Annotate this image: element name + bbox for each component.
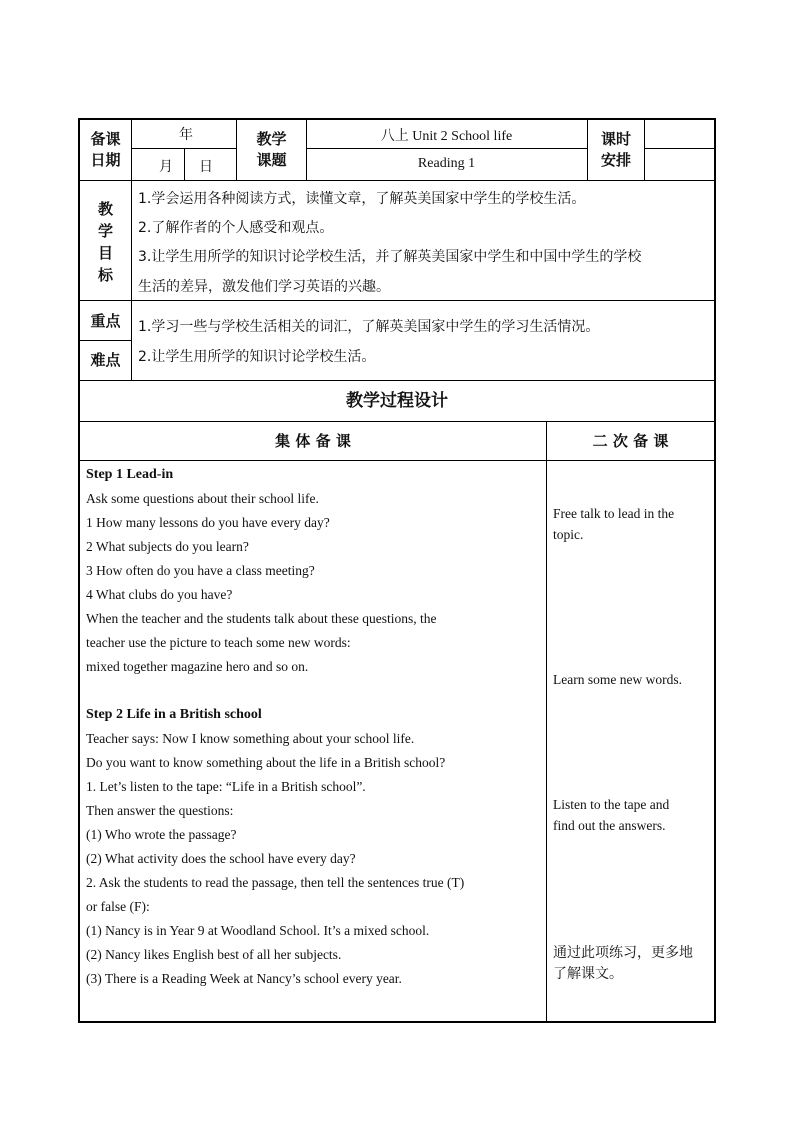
- main-line: (2) What activity does the school have every day?: [86, 851, 356, 866]
- main-line: teacher use the picture to teach some new words:: [86, 635, 351, 650]
- main-line: Ask some questions about their school life.: [86, 491, 319, 506]
- year-label: 年: [179, 127, 193, 143]
- main-line: 2. Ask the students to read the passage, then tell the sentences true (T): [86, 875, 465, 890]
- table-right-border: [714, 118, 716, 1023]
- main-line: 3 How often do you have a class meeting?: [86, 563, 315, 578]
- topic-label: 教学 课题: [256, 130, 287, 169]
- collective-prep-header: 集 体 备 课: [275, 432, 351, 450]
- main-line: Do you want to know something about the life in a British school?: [86, 755, 446, 770]
- divider: [131, 118, 132, 381]
- divider: [78, 380, 716, 381]
- main-line: 1 How many lessons do you have every day?: [86, 515, 330, 530]
- side-note: Free talk to lead in the: [553, 506, 675, 521]
- main-line: When the teacher and the students talk about these questions, the: [86, 611, 437, 626]
- process-title: 教学过程设计: [346, 391, 448, 411]
- side-note: Learn some new words.: [553, 672, 682, 687]
- objective-item: 1.学会运用各种阅读方式，读懂文章，了解英美国家中学生的学校生活。: [138, 191, 586, 207]
- divider: [131, 148, 236, 149]
- divider: [78, 300, 716, 301]
- table-top-border: [78, 118, 716, 120]
- topic-title: 八上 Unit 2 School life: [380, 129, 513, 144]
- table-bottom-border: [78, 1021, 716, 1023]
- main-line: or false (F):: [86, 899, 150, 914]
- objective-item: 生活的差异，激发他们学习英语的兴趣。: [138, 279, 390, 295]
- key-points-label: 重点: [90, 312, 121, 330]
- secondary-prep-header: 二 次 备 课: [592, 432, 669, 450]
- step1-heading: Step 1 Lead-in: [86, 467, 174, 482]
- side-note: topic.: [553, 527, 584, 542]
- main-line: (3) There is a Reading Week at Nancy’s school every year.: [86, 971, 402, 986]
- main-line: Teacher says: Now I know something about your school life.: [86, 731, 415, 746]
- difficulties-text: 2.让学生用所学的知识讨论学校生活。: [138, 349, 376, 365]
- key-points-text: 1.学习一些与学校生活相关的词汇，了解英美国家中学生的学习生活情况。: [138, 319, 600, 335]
- divider: [78, 460, 716, 461]
- divider: [78, 180, 716, 181]
- divider: [78, 340, 132, 341]
- main-line: (2) Nancy likes English best of all her subjects.: [86, 947, 342, 962]
- side-note: 通过此项练习，更多地: [553, 945, 693, 961]
- objective-item: 3.让学生用所学的知识讨论学校生活，并了解英美国家中学生和中国中学生的学校: [138, 249, 642, 265]
- main-line: 2 What subjects do you learn?: [86, 539, 249, 554]
- main-line: (1) Who wrote the passage?: [86, 827, 237, 842]
- objective-item: 2.了解作者的个人感受和观点。: [138, 220, 334, 236]
- divider: [306, 148, 587, 149]
- topic-subtitle: Reading 1: [417, 156, 476, 171]
- divider: [184, 148, 185, 180]
- divider: [644, 148, 716, 149]
- month-label: 月: [159, 159, 173, 175]
- main-line: (1) Nancy is in Year 9 at Woodland School. It’s a mixed school.: [86, 923, 430, 938]
- main-line: 4 What clubs do you have?: [86, 587, 233, 602]
- divider: [78, 421, 716, 422]
- step2-heading: Step 2 Life in a British school: [86, 707, 262, 722]
- divider: [546, 421, 547, 1022]
- main-line: Then answer the questions:: [86, 803, 234, 818]
- main-line: mixed together magazine hero and so on.: [86, 659, 309, 674]
- day-label: 日: [199, 159, 213, 175]
- main-line: 1. Let’s listen to the tape: “Life in a British school”.: [86, 779, 366, 794]
- date-label: 备课 日期: [90, 130, 121, 169]
- hours-label: 课时 安排: [600, 130, 631, 169]
- side-note: Listen to the tape and: [553, 797, 670, 812]
- objectives-label: 教 学 目 标: [97, 200, 113, 284]
- divider: [644, 118, 645, 180]
- side-note: 了解课文。: [553, 966, 623, 982]
- difficulties-label: 难点: [90, 351, 121, 369]
- side-note: find out the answers.: [553, 818, 666, 833]
